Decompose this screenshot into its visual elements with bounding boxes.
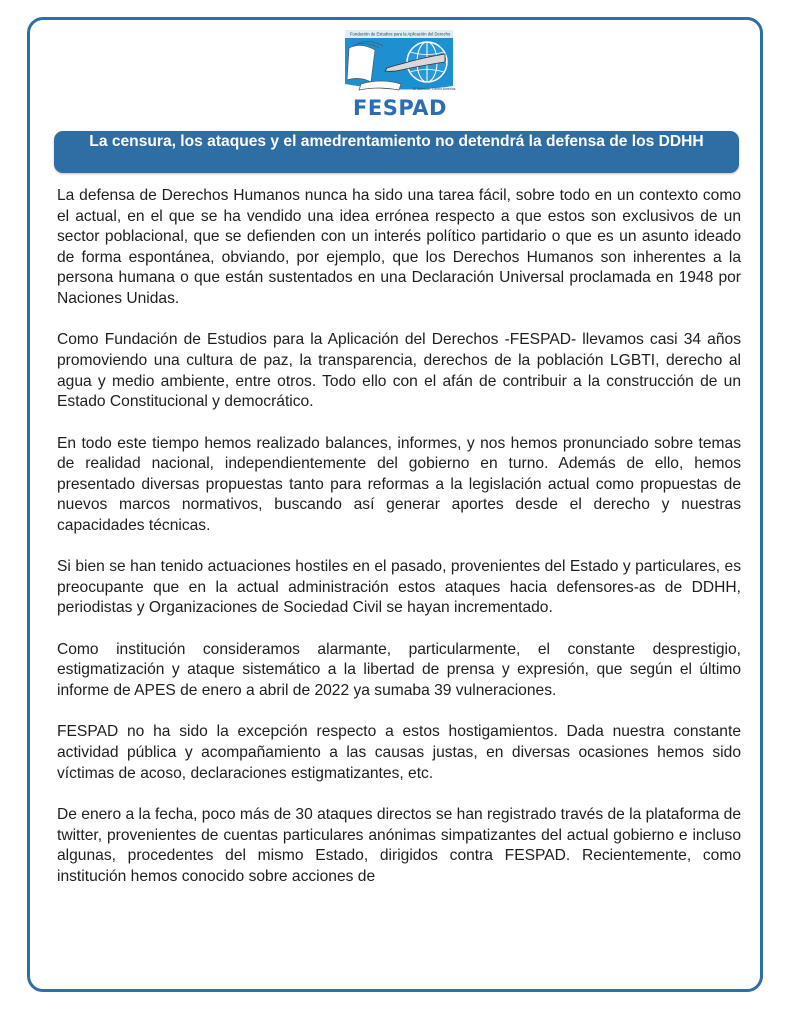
paragraph: FESPAD no ha sido la excepción respecto a estos hostigamientos. Dada nuestra constante actividad pública y acompañamiento a las causas justas, en diversas ocasiones hemos sido víctimas de acoso, declaraciones estigmatizantes, etc. — [57, 723, 741, 782]
headline-text: La censura, los ataques y el amedrentamiento no detendrá la defensa de los DDHH — [89, 133, 704, 150]
paragraph: En todo este tiempo hemos realizado balances, informes, y nos hemos pronunciado sobre temas de realidad nacional, independientemente del gobierno en turno. Además de ello, hemos presentado diversas propuestas tanto para reformas a la legislación actual como propuestas de nuevos marcos normativos, buscando así generar aportes desde el derecho y nuestras capacidades técnicas. — [57, 434, 741, 534]
logo-wordmark: FESPAD — [353, 96, 447, 120]
headline-banner — [54, 131, 739, 173]
paragraph: Si bien se han tenido actuaciones hostiles en el pasado, provenientes del Estado y particulares, es preocupante que en la actual administración estos ataques hacia defensores-as de DDHH, periodistas y Organizaciones de Sociedad Civil se hayan incrementado. — [57, 558, 741, 617]
article-body — [57, 186, 741, 908]
logo-side-text: El Salvador, Centro América — [413, 87, 456, 91]
logo-arc-text: Fundación de Estudios para la Aplicación del Derecho — [350, 31, 451, 37]
paragraph: La defensa de Derechos Humanos nunca ha sido una tarea fácil, sobre todo en un contexto como el actual, en el que se ha vendido una idea errónea respecto a que estos son exclusivos de un sector poblacional, que se defienden con un interés político partidario o que es un asunto ideado de forma espontánea, obviando, por ejemplo, que los Derechos Humanos son inherentes a la persona humana o que están sustentados en una Declaración Universal proclamada en 1948 por Naciones Unidas. — [57, 187, 741, 307]
paragraph: Como Fundación de Estudios para la Aplicación del Derechos -FESPAD- llevamos casi 34 años promoviendo una cultura de paz, la transparencia, derechos de la población LGBTI, derecho al agua y medio ambiente, entre otros. Todo ello con el afán de contribuir a la construcción de un Estado Constitucional y democrático. — [57, 331, 741, 411]
paragraph: De enero a la fecha, poco más de 30 ataques directos se han registrado través de la plataforma de twitter, provenientes de cuentas particulares anónimas simpatizantes del actual gobierno e incluso algunas, procedentes del mismo Estado, dirigidos contra FESPAD. Recientemente, como institución hemos conocido sobre acciones de — [57, 806, 741, 885]
fespad-logo — [341, 24, 459, 118]
logo-emblem-icon — [341, 24, 459, 98]
paragraph: Como institución consideramos alarmante, particularmente, el constante desprestigio, estigmatización y ataque sistemático a la libertad de prensa y expresión, que según el último informe de APES de enero a abril de 2022 ya sumaba 39 vulneraciones. — [57, 640, 741, 700]
